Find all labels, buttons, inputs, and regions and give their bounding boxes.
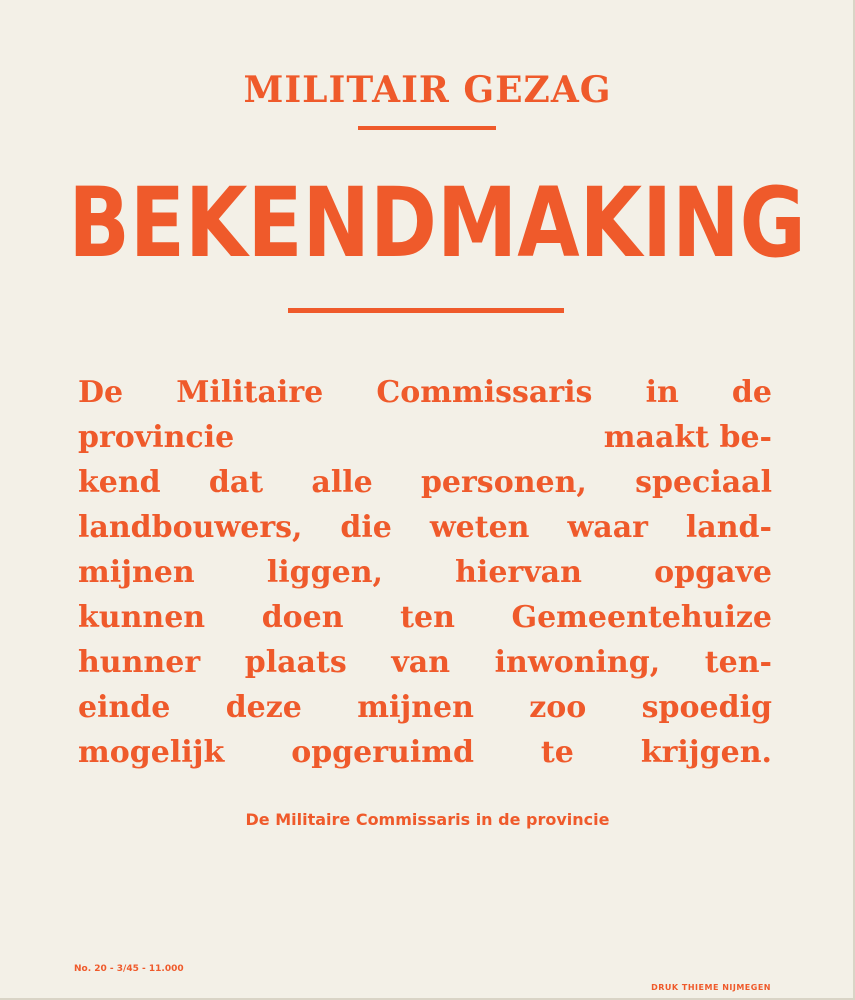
body-word: landbouwers,	[78, 510, 303, 545]
body-line	[78, 505, 772, 550]
body-word: opgave	[654, 555, 772, 590]
body-word: te	[540, 735, 574, 770]
body-word: hunner	[78, 645, 201, 680]
body-word: ten-	[704, 645, 772, 680]
body-word: krijgen.	[640, 735, 772, 770]
body-word: die	[340, 510, 392, 545]
body-line	[78, 415, 772, 460]
body-word: kunnen	[78, 600, 206, 635]
body-word: De	[78, 375, 124, 410]
body-word: doen	[261, 600, 344, 635]
body-word: Gemeentehuize	[511, 600, 772, 635]
body-word: land-	[685, 510, 772, 545]
body-word: maakt be-	[603, 420, 772, 455]
body-word: waar	[567, 510, 648, 545]
announcement-body	[78, 370, 772, 775]
body-word: inwoning,	[494, 645, 661, 680]
body-line	[78, 460, 772, 505]
body-word: Commissaris	[376, 375, 593, 410]
body-word: dat	[208, 465, 264, 500]
body-word: van	[391, 645, 451, 680]
header-title: MILITAIR GEZAG	[243, 69, 612, 111]
body-word: mijnen	[357, 690, 474, 725]
body-word: mijnen	[78, 555, 195, 590]
body-word: in	[645, 375, 679, 410]
body-word: deze	[225, 690, 302, 725]
printer-credit: DRUK THIEME NIJMEGEN	[651, 983, 771, 992]
body-word: personen,	[420, 465, 587, 500]
title-rule	[288, 308, 564, 313]
body-line	[78, 640, 772, 685]
body-word: alle	[311, 465, 373, 500]
body-line	[78, 370, 772, 415]
body-word: liggen,	[266, 555, 383, 590]
body-word: provincie	[78, 420, 235, 455]
body-word: ten	[400, 600, 455, 635]
body-word: spoedig	[641, 690, 772, 725]
body-word: mogelijk	[78, 735, 225, 770]
body-word: zoo	[529, 690, 587, 725]
body-word: Militaire	[176, 375, 324, 410]
body-word: plaats	[244, 645, 347, 680]
signature-line: De Militaire Commissaris in de provincie	[245, 810, 610, 829]
body-word: opgeruimd	[291, 735, 474, 770]
body-line	[78, 685, 772, 730]
body-word: de	[731, 375, 772, 410]
body-word: hiervan	[455, 555, 582, 590]
body-word: speciaal	[635, 465, 772, 500]
print-number: No. 20 - 3/45 - 11.000	[74, 964, 184, 974]
body-line	[78, 550, 772, 595]
body-line	[78, 595, 772, 640]
body-word: kend	[78, 465, 161, 500]
main-title: BEKENDMAKING	[68, 167, 806, 279]
body-word: einde	[78, 690, 171, 725]
body-line	[78, 730, 772, 775]
body-word: weten	[429, 510, 530, 545]
header-rule	[358, 126, 496, 130]
